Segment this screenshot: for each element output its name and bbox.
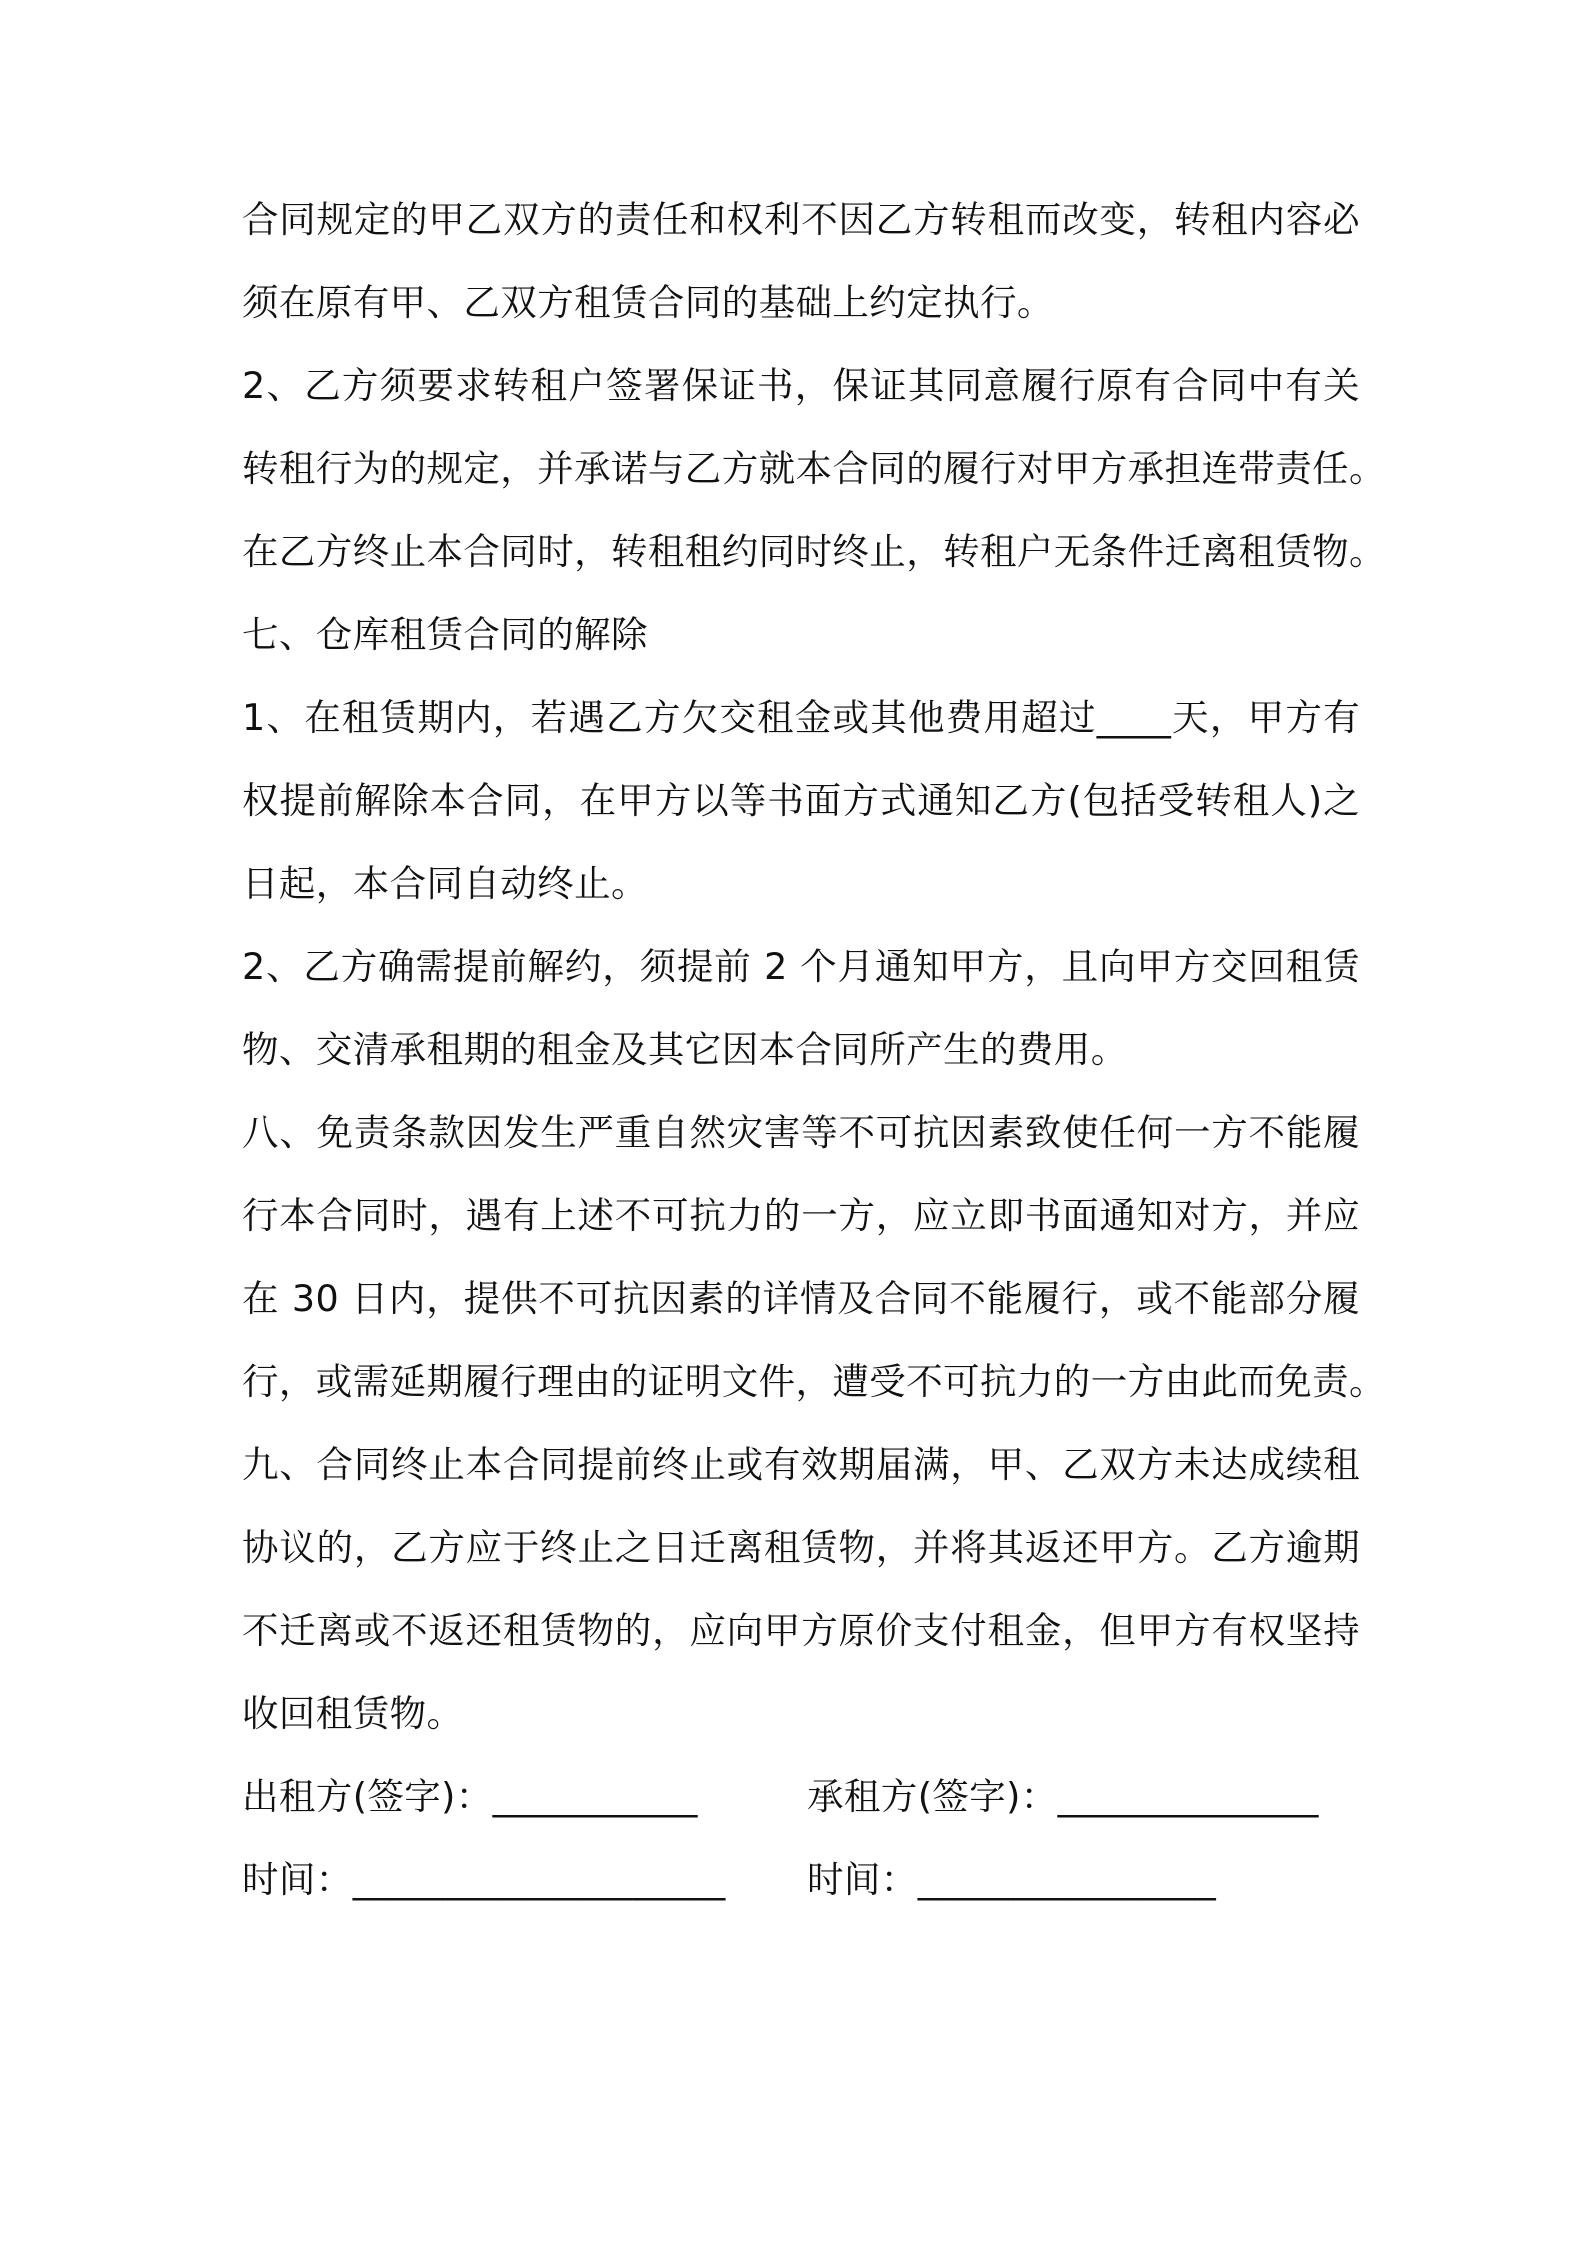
paragraph-line: 协议的，乙方应于终止之日迁离租赁物，并将其返还甲方。乙方逾期: [242, 1526, 1360, 1569]
paragraph-line: 2、乙方确需提前解约，须提前 2 个月通知甲方，且向甲方交回租赁: [242, 945, 1360, 988]
paragraph-line: 权提前解除本合同，在甲方以等书面方式通知乙方(包括受转租人)之: [242, 779, 1360, 822]
lessor-signature-field: 出租方(签字)：___________: [242, 1775, 698, 1818]
lessee-signature-field: 承租方(签字)：______________: [807, 1775, 1319, 1818]
paragraph-line: 合同规定的甲乙双方的责任和权利不因乙方转租而改变，转租内容必: [242, 198, 1360, 241]
lessor-date-field: 时间：____________________: [242, 1858, 726, 1901]
paragraph-line: 行，或需延期履行理由的证明文件，遭受不可抗力的一方由此而免责。: [242, 1360, 1386, 1403]
paragraph-line: 八、免责条款因发生严重自然灾害等不可抗因素致使任何一方不能履: [242, 1111, 1360, 1154]
paragraph-line: 日起，本合同自动终止。: [242, 862, 648, 905]
paragraph-line: 收回租赁物。: [242, 1692, 464, 1735]
paragraph-line: 须在原有甲、乙双方租赁合同的基础上约定执行。: [242, 281, 1054, 324]
paragraph-line: 转租行为的规定，并承诺与乙方就本合同的履行对甲方承担连带责任。: [242, 447, 1386, 490]
paragraph-line: 在乙方终止本合同时，转租租约同时终止，转租户无条件迁离租赁物。: [242, 530, 1386, 573]
paragraph-line: 行本合同时，遇有上述不可抗力的一方，应立即书面通知对方，并应: [242, 1194, 1360, 1237]
paragraph-line: 1、在租赁期内，若遇乙方欠交租金或其他费用超过____天，甲方有: [242, 696, 1360, 739]
paragraph-line: 九、合同终止本合同提前终止或有效期届满，甲、乙双方未达成续租: [242, 1443, 1360, 1486]
lessee-date-field: 时间：________________: [807, 1858, 1217, 1901]
paragraph-line: 在 30 日内，提供不可抗因素的详情及合同不能履行，或不能部分履: [242, 1277, 1360, 1320]
section-heading: 七、仓库租赁合同的解除: [242, 613, 648, 656]
paragraph-line: 不迁离或不返还租赁物的，应向甲方原价支付租金，但甲方有权坚持: [242, 1609, 1360, 1652]
paragraph-line: 物、交清承租期的租金及其它因本合同所产生的费用。: [242, 1028, 1128, 1071]
paragraph-line: 2、乙方须要求转租户签署保证书，保证其同意履行原有合同中有关: [242, 364, 1360, 407]
